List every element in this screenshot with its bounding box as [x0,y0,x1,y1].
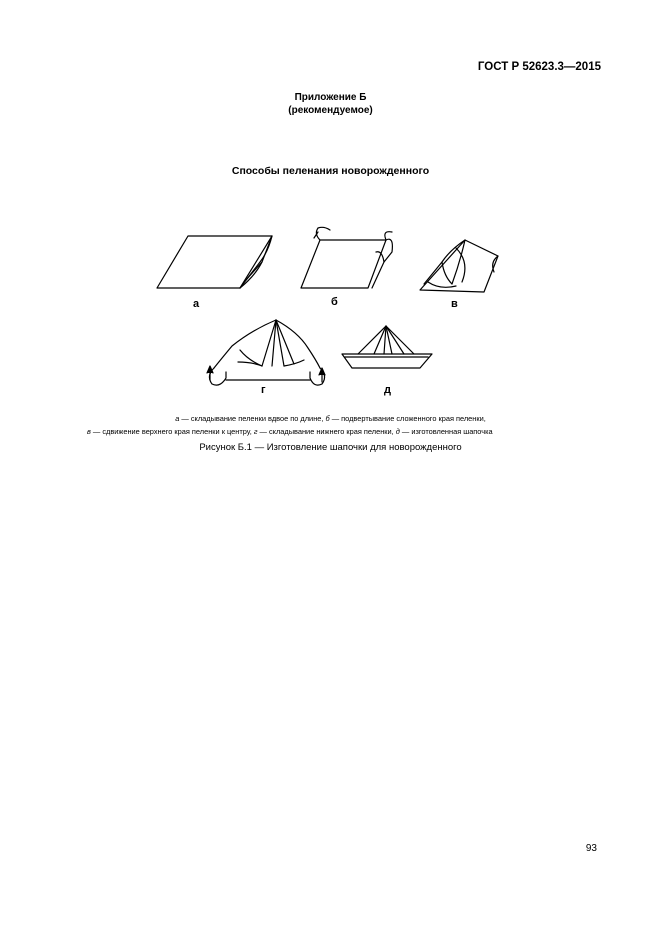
page-number: 93 [585,843,597,854]
caption-text: — сдвижение верхнего края пеленки к центру, [90,426,254,436]
label-a: а [193,298,200,310]
step-g-drawing [207,320,325,385]
label-g: г [261,384,266,396]
caption-key: в [87,426,91,436]
figure-title: Рисунок Б.1 — Изготовление шапочки для новорожденного [199,442,462,453]
caption-key: б [325,414,330,423]
caption-line-2 [87,426,601,439]
appendix-subtitle: (рекомендуемое) [288,105,373,116]
section-title: Способы пеленания новорожденного [231,165,430,177]
step-b-drawing [301,227,392,288]
appendix-title: Приложение Б [294,92,367,103]
label-b: б [331,296,338,308]
caption-text: — складывание нижнего края пеленки, [257,426,396,436]
caption-key: а [175,414,180,423]
step-v-drawing [420,240,498,292]
step-a-drawing [157,236,272,288]
caption-line-1 [60,413,601,426]
standard-designation: ГОСТ Р 52623.3—2015 [477,61,601,73]
step-d-drawing [342,326,432,368]
figure-caption [60,413,601,438]
caption-text: — складывание пеленки вдвое по длине, [179,414,326,423]
caption-text: — подвертывание сложенного края пеленки, [329,414,486,423]
label-v: в [451,298,458,310]
caption-key: г [253,426,258,436]
label-d: д [384,384,391,396]
caption-text: — изготовленная шапочка [399,426,493,436]
figure-illustration [0,0,661,410]
caption-key: д [395,426,400,436]
